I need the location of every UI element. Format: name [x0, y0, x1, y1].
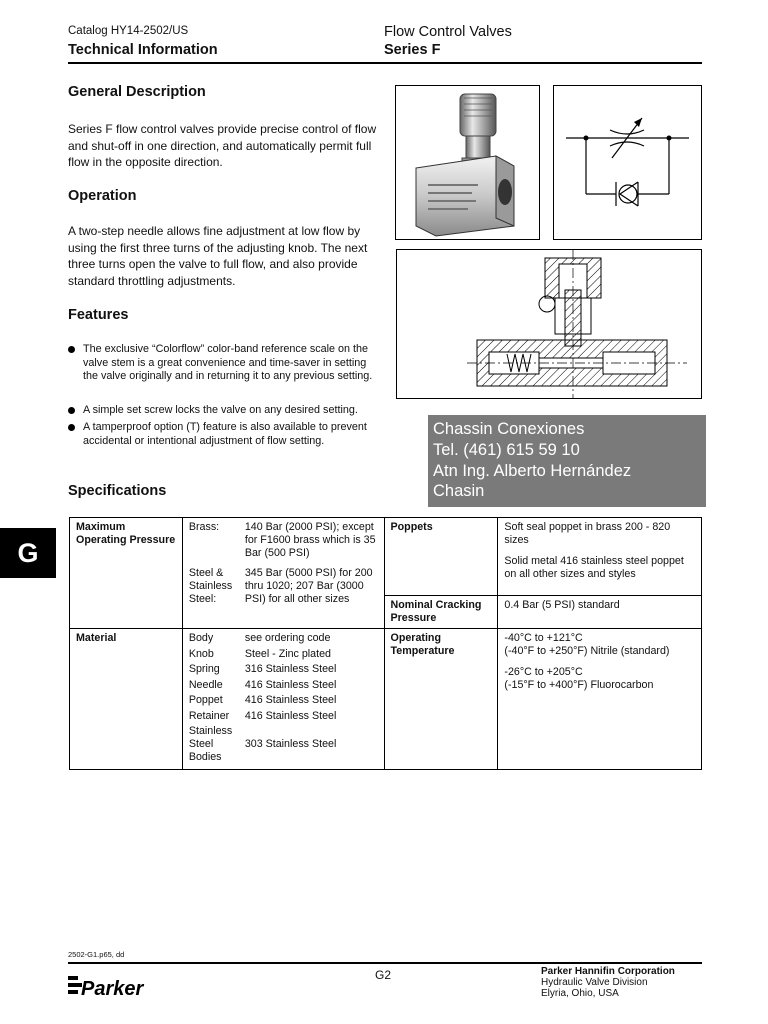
general-heading: General Description	[68, 84, 206, 100]
overlay-company: Chassin Conexiones	[433, 420, 585, 438]
cracking-value: 0.4 Bar (5 PSI) standard	[498, 596, 702, 629]
pressure-label: Maximum Operating Pressure	[70, 518, 183, 629]
file-reference: 2502-G1.p65, dd	[68, 950, 125, 959]
material-value: 416 Stainless Steel	[244, 678, 337, 691]
page-title: Flow Control Valves	[384, 24, 512, 40]
material-value: 316 Stainless Steel	[244, 663, 337, 675]
pressure-values	[182, 518, 384, 629]
operation-text: A two-step needle allows fine adjustment at low flow by using the first three turns of the adjusting knob. The next three turns open the valve to full flow, and also provide standard throttling adjustments.	[68, 224, 368, 288]
header-rule	[68, 62, 702, 64]
valve-photo-image	[396, 86, 539, 239]
temperature-line: -40°C to +121°C	[504, 632, 583, 644]
material-value: 416 Stainless Steel	[244, 694, 337, 706]
material-value: Steel - Zinc plated	[244, 647, 331, 660]
material-values	[182, 629, 384, 770]
specifications-heading: Specifications	[68, 483, 167, 499]
material-key: Needle	[188, 678, 223, 691]
temperature-values	[498, 629, 702, 770]
parker-logo-icon	[68, 970, 153, 1000]
pressure-value: 140 Bar (2000 PSI); except for F1600 brass which is 35 Bar (500 PSI)	[244, 521, 376, 559]
features-heading: Features	[68, 307, 129, 323]
cross-section-image	[397, 250, 701, 398]
pressure-value: 345 Bar (5000 PSI) for 200 thru 1020; 207 Bar (3000 PSI) for all other sizes	[244, 566, 373, 605]
cracking-label: Nominal Cracking Pressure	[384, 596, 498, 629]
temperature-line: (-40°F to +250°F) Nitrile (standard)	[504, 645, 670, 657]
poppets-values	[498, 518, 702, 596]
hydraulic-symbol	[553, 85, 702, 240]
material-value: see ordering code	[244, 632, 331, 644]
table-row	[70, 629, 702, 770]
cross-section-drawing	[396, 249, 702, 399]
pressure-key: Steel & Stainless Steel:	[188, 566, 233, 605]
feature-item: A simple set screw locks the valve on any desired setting.	[68, 404, 378, 418]
material-key: Spring	[188, 663, 220, 675]
material-value: 303 Stainless Steel	[244, 738, 337, 750]
table-row	[70, 518, 702, 596]
catalog-number: Catalog HY14-2502/US	[68, 25, 189, 37]
section-tab-letter: G	[17, 537, 39, 568]
specifications-table	[69, 517, 702, 770]
footer-rule	[68, 962, 702, 964]
material-label: Material	[70, 629, 183, 770]
material-value: 416 Stainless Steel	[244, 709, 337, 722]
material-key: Knob	[188, 647, 214, 660]
feature-item: The exclusive “Colorflow” color-band reference scale on the valve stem is a great convenience and time-saver in setting the valve originally and in returning it to any previous setting.	[68, 343, 378, 384]
temperature-label: Operating Temperature	[384, 629, 498, 770]
material-key: Stainless Steel Bodies	[188, 725, 233, 763]
pressure-key: Brass:	[188, 521, 220, 533]
series-title: Series F	[384, 42, 441, 58]
overlay-phone: Tel. (461) 615 59 10	[433, 440, 580, 459]
page-number: G2	[375, 968, 392, 982]
company-name: Parker Hannifin Corporation	[541, 966, 675, 977]
section-title: Technical Information	[68, 42, 218, 58]
material-key: Retainer	[188, 709, 230, 722]
operation-heading: Operation	[68, 188, 137, 204]
temperature-line: -26°C to +205°C	[504, 666, 583, 678]
poppets-text-2: Solid metal 416 stainless steel poppet on all other sizes and styles	[504, 555, 684, 580]
parker-logo	[68, 970, 153, 1000]
division-name: Hydraulic Valve Division	[541, 977, 648, 988]
contact-overlay	[428, 415, 706, 507]
general-text: Series F flow control valves provide precise control of flow and shut-off in one direction, and automatically permit full flow in the opposite direction.	[68, 122, 377, 169]
valve-photo	[395, 85, 540, 240]
overlay-attention: Atn Ing. Alberto Hernández	[433, 461, 632, 480]
overlay-name: Chasin	[433, 482, 485, 501]
material-key: Body	[188, 632, 214, 644]
poppets-label: Poppets	[384, 518, 498, 596]
parker-logo-text: Parker	[81, 978, 144, 1000]
section-tab	[0, 528, 56, 578]
temperature-line: (-15°F to +400°F) Fluorocarbon	[504, 679, 654, 691]
poppets-text-1: Soft seal poppet in brass 200 - 820 sizes	[504, 521, 671, 546]
hydraulic-symbol-diagram	[554, 86, 701, 239]
material-key: Poppet	[188, 694, 223, 706]
feature-item: A tamperproof option (T) feature is also available to prevent accidental or intentional adjustment of flow setting.	[68, 421, 378, 448]
company-location: Elyria, Ohio, USA	[541, 988, 619, 999]
